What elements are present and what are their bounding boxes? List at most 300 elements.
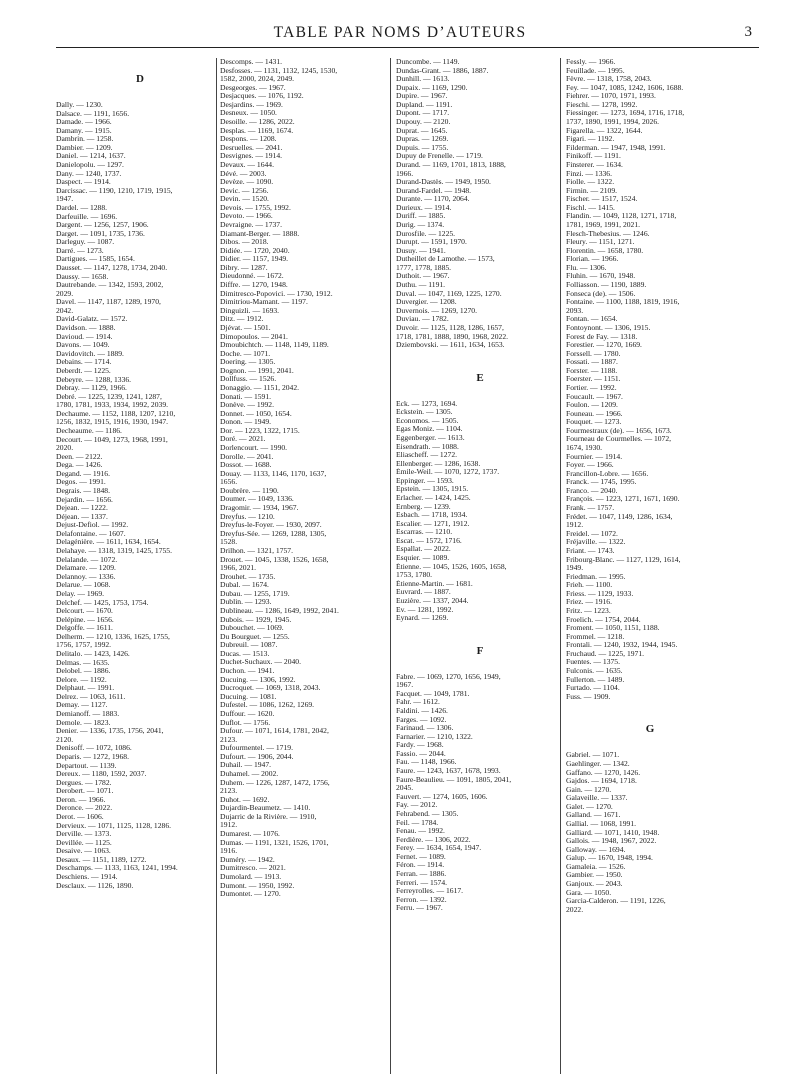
- index-entry: Forster. — 1188.: [566, 366, 618, 375]
- index-entry: Fontoynont. — 1306, 1915.: [566, 323, 651, 332]
- index-entry: Deronce. — 2022.: [56, 804, 113, 813]
- index-entry: Dreyfus-le-Foyer. — 1930, 2097.: [220, 521, 322, 530]
- index-entry: Esbach. — 1718, 1934.: [396, 511, 468, 520]
- index-entry: Dejean. — 1222.: [56, 504, 108, 513]
- index-entry: 1528.: [220, 538, 238, 547]
- index-entry: Gallial. — 1068, 1991.: [566, 819, 637, 828]
- index-entry: Dreyfus. — 1210.: [220, 512, 275, 521]
- index-entry: Dergues. — 1782.: [56, 778, 112, 787]
- index-entry: Fernet. — 1089.: [396, 852, 446, 861]
- index-entry: Gaehlinger. — 1342.: [566, 759, 630, 768]
- index-entry: Desjacques. — 1076, 1192.: [220, 92, 304, 101]
- index-entry: Étienne-Martin. — 1681.: [396, 579, 473, 588]
- index-entry: Fontaine. — 1100, 1188, 1819, 1916,: [566, 298, 680, 307]
- index-entry: Faldini. — 1426.: [396, 707, 448, 715]
- index-entry: Dragomir. — 1934, 1967.: [220, 504, 299, 513]
- index-entry: Epstein. — 1305, 1915.: [396, 485, 469, 494]
- index-entry: Ducuing. — 1306, 1992.: [220, 675, 296, 684]
- index-column-3: [396, 58, 564, 1074]
- index-entry: Freidel. — 1072.: [566, 529, 618, 538]
- index-entry: Dibos. — 2018.: [220, 238, 269, 247]
- index-entry: Gain. — 1270.: [566, 785, 612, 794]
- index-entry: Descomps. — 1431.: [220, 58, 283, 66]
- index-entry: Ducuing. — 1081.: [220, 692, 277, 701]
- index-entry: Debains. — 1714.: [56, 358, 112, 367]
- index-entry: Dor. — 1223, 1322, 1715.: [220, 426, 300, 435]
- index-entry: Fessly. — 1966.: [566, 58, 616, 66]
- index-entry: Danielopolu. — 1297.: [56, 161, 124, 170]
- index-entry: Dubau. — 1255, 1719.: [220, 589, 290, 598]
- index-entry: 1912.: [220, 821, 238, 830]
- index-entry: Dorlencourt. — 1990.: [220, 444, 288, 453]
- index-entry: Delitalo. — 1423, 1426.: [56, 650, 130, 658]
- index-entry: Dubouchet. — 1069.: [220, 624, 284, 633]
- index-entry: Desoille. — 1286, 2022.: [220, 118, 295, 127]
- index-entry: Fullerton. — 1489.: [566, 675, 625, 684]
- index-entry: Duprat. — 1645.: [396, 126, 448, 135]
- index-entry: Gabriel. — 1071.: [566, 751, 620, 760]
- index-entry: Daussy. — 1658.: [56, 272, 109, 281]
- index-entry: Doche. — 1071.: [220, 349, 271, 358]
- index-entry: Euzière. — 1337, 2044.: [396, 596, 469, 605]
- index-entry: Dargent. — 1256, 1257, 1906.: [56, 221, 149, 230]
- index-entry: Doering. — 1305.: [220, 358, 276, 367]
- index-entry: Fardy. — 1968.: [396, 741, 444, 750]
- index-entry: Galloway. — 1694.: [566, 845, 626, 854]
- index-entry: Doré. — 2021.: [220, 435, 266, 444]
- index-entry: 1916.: [220, 847, 238, 856]
- index-entry: Duchet-Suchaux. — 2040.: [220, 658, 301, 667]
- index-entry: Fischer. — 1517, 1524.: [566, 195, 638, 204]
- index-entry: Debray. — 1129, 1966.: [56, 384, 127, 393]
- index-entry: Fourneau de Courmelles. — 1072,: [566, 435, 672, 444]
- index-entry: Dimitresco-Popovici. — 1730, 1912.: [220, 289, 333, 298]
- index-entry: Delcourt. — 1670.: [56, 607, 113, 616]
- index-entry: Eliascheff. — 1272.: [396, 451, 458, 460]
- index-entry: 2020.: [56, 444, 74, 453]
- index-entry: Dujardin-Beaumetz. — 1410.: [220, 804, 311, 813]
- index-entry: Demole. — 1823.: [56, 718, 111, 727]
- index-entry: Dinguizli. — 1693.: [220, 306, 280, 315]
- index-entry: Fiehrer. — 1070, 1971, 1993.: [566, 92, 656, 101]
- index-entry: Damany. — 1915.: [56, 126, 112, 135]
- index-entry: Finzi. — 1336.: [566, 169, 612, 178]
- index-entry: Desvignes. — 1914.: [220, 152, 283, 161]
- index-entry: 2093.: [566, 306, 584, 315]
- index-entry: 2029.: [56, 289, 74, 298]
- index-entry: Devin. — 1520.: [220, 195, 269, 204]
- index-entry: Dubois. — 1929, 1945.: [220, 615, 292, 624]
- index-entry: Egas Moniz. — 1104.: [396, 425, 463, 434]
- index-entry: Ferey. — 1634, 1654, 1947.: [396, 844, 482, 853]
- index-entry: Escat. — 1572, 1716.: [396, 536, 462, 545]
- index-entry: Dumont. — 1950, 1992.: [220, 881, 295, 890]
- index-entry: Ferreri. — 1574.: [396, 878, 448, 887]
- index-entry: Dumitresco. — 2021.: [220, 864, 286, 873]
- index-entry: Delagénière. — 1611, 1634, 1654.: [56, 538, 161, 547]
- section-letter: F: [476, 644, 484, 657]
- index-entry: Dervieux. — 1071, 1125, 1128, 1286.: [56, 821, 172, 830]
- index-entry: Froelich. — 1754, 2044.: [566, 615, 641, 624]
- index-entry: Delépine. — 1656.: [56, 615, 114, 624]
- index-entry: Fèvre. — 1318, 1758, 2043.: [566, 75, 652, 84]
- index-entry: Forestier. — 1270, 1669.: [566, 341, 642, 350]
- index-entry: Francillon-Lobre. — 1656.: [566, 469, 649, 478]
- index-entry: Dmoubichtch. — 1148, 1149, 1189.: [220, 341, 329, 350]
- index-entry: Departout. — 1139.: [56, 761, 117, 770]
- index-entry: Fulconis. — 1635.: [566, 667, 623, 676]
- index-entry: Delphaut. — 1991.: [56, 684, 115, 693]
- index-entry: Fiessinger. — 1273, 1694, 1716, 1718,: [566, 109, 685, 118]
- index-entry: Dusuy. — 1941.: [396, 246, 446, 255]
- index-entry: Dufour. — 1071, 1614, 1781, 2042,: [220, 727, 329, 736]
- index-entry: Frieh. — 1100.: [566, 581, 613, 590]
- index-entry: Figarella. — 1322, 1644.: [566, 126, 643, 135]
- index-entry: Gara. — 1050.: [566, 888, 612, 897]
- index-entry: Delarue. — 1068.: [56, 581, 111, 590]
- index-entry: Ganjoux. — 2043.: [566, 880, 623, 889]
- index-entry: Durig. — 1374.: [396, 220, 445, 229]
- index-entry: Fossati. — 1887.: [566, 358, 618, 367]
- index-entry: Facquet. — 1049, 1781.: [396, 689, 470, 698]
- index-entry: Dimitriou-Mamant. — 1197.: [220, 298, 308, 307]
- index-column-1: [56, 58, 224, 1074]
- index-entry: Dambrin. — 1258.: [56, 135, 114, 144]
- index-entry: 1947.: [56, 195, 74, 204]
- index-entry: Devaux. — 1644.: [220, 160, 274, 169]
- index-entry: Damade. — 1966.: [56, 118, 112, 127]
- index-entry: Feuillade. — 1995.: [566, 66, 625, 75]
- index-entry: Fiolle. — 1322.: [566, 178, 615, 187]
- index-entry: Foulon. — 1209.: [566, 401, 618, 410]
- index-entry: Dega. — 1426.: [56, 461, 103, 470]
- index-entry: Desplas. — 1169, 1674.: [220, 126, 294, 135]
- running-title: TABLE PAR NOMS D’AUTEURS: [273, 24, 527, 41]
- index-entry: 2123.: [220, 787, 238, 796]
- index-entry: Dumontet. — 1270.: [220, 890, 281, 899]
- index-entry: Devic. — 1256.: [220, 186, 269, 195]
- index-entry: Furtado. — 1104.: [566, 684, 620, 693]
- index-entry: Dubreuil. — 1087.: [220, 641, 278, 650]
- index-entry: Fay. — 2012.: [396, 801, 438, 810]
- index-entry: Ferru. — 1967.: [396, 904, 443, 913]
- index-entry: Durand-Fardel. — 1948.: [396, 186, 472, 195]
- index-entry: Dziembovski. — 1611, 1634, 1653.: [396, 341, 505, 350]
- index-entry: Darleguy. — 1087.: [56, 238, 115, 247]
- index-entry: Debré. — 1225, 1239, 1241, 1287,: [56, 392, 162, 401]
- index-entry: Fritz. — 1223.: [566, 607, 611, 615]
- index-entry: Denier. — 1336, 1735, 1756, 2041,: [56, 727, 164, 736]
- index-entry: Dumarest. — 1076.: [220, 830, 280, 839]
- index-entry: Ev. — 1281, 1992.: [396, 605, 454, 614]
- index-entry: Eisendrath. — 1088.: [396, 442, 459, 451]
- index-entry: Ernberg. — 1239.: [396, 502, 451, 511]
- index-entry: Delafontaine. — 1607.: [56, 529, 126, 538]
- index-entry: Desneux. — 1050.: [220, 109, 277, 118]
- index-entry: Delay. — 1969.: [56, 589, 105, 598]
- index-entry: Duhail. — 1947.: [220, 761, 272, 770]
- index-entry: Donève. — 1992.: [220, 401, 274, 410]
- index-entry: 1753, 1780.: [396, 571, 433, 580]
- index-entry: Dupuy de Frenelle. — 1719.: [396, 152, 483, 161]
- index-entry: Dupire. — 1967.: [396, 92, 448, 101]
- index-entry: Decheaume. — 1186.: [56, 426, 122, 435]
- index-entry: Durosfile. — 1225.: [396, 229, 456, 238]
- index-entry: Despons. — 1208.: [220, 135, 277, 144]
- index-entry: Déjean. — 1337.: [56, 512, 108, 521]
- index-entry: Dreyfus-Sée. — 1269, 1288, 1305,: [220, 529, 327, 538]
- index-entry: Duméry. — 1942.: [220, 855, 275, 864]
- index-entry: Émile-Weil. — 1070, 1272, 1737.: [396, 468, 500, 477]
- index-entry: Espallat. — 2022.: [396, 545, 451, 554]
- index-entry: Drilhon. — 1321, 1757.: [220, 546, 293, 555]
- index-entry: Ferreyrolles. — 1617.: [396, 887, 464, 896]
- index-entry: Duhem. — 1226, 1287, 1472, 1756,: [220, 778, 330, 787]
- index-entry: Davidson. — 1888.: [56, 324, 116, 333]
- index-entry: Dartigues. — 1585, 1654.: [56, 255, 135, 264]
- index-entry: Galup. — 1670, 1948, 1994.: [566, 854, 653, 863]
- index-entry: Fleury. — 1151, 1271.: [566, 238, 635, 247]
- index-entry: Derobert. — 1071.: [56, 787, 114, 796]
- index-entry: Froment. — 1050, 1151, 1188.: [566, 624, 660, 633]
- index-entry: 1777, 1778, 1885.: [396, 263, 452, 272]
- index-entry: Figari. — 1192.: [566, 135, 615, 144]
- index-entry: Derville. — 1373.: [56, 830, 112, 839]
- index-entry: Duthu. — 1191.: [396, 281, 446, 290]
- index-entry: 1737, 1890, 1991, 1994, 2026.: [566, 118, 660, 127]
- index-entry: Delgoffe. — 1611.: [56, 624, 113, 633]
- index-entry: Ferdière. — 1306, 2022.: [396, 835, 471, 844]
- index-entry: Dupouy. — 2120.: [396, 118, 451, 127]
- index-entry: Frédet. — 1047, 1149, 1286, 1634,: [566, 512, 673, 521]
- index-entry: Fauvert. — 1274, 1605, 1606.: [396, 792, 488, 801]
- index-entry: Euvrard. — 1887.: [396, 588, 451, 597]
- index-entry: Delobel. — 1886.: [56, 667, 111, 676]
- index-entry: 1912.: [566, 521, 584, 530]
- index-entry: Fribourg-Blanc. — 1127, 1129, 1614,: [566, 555, 681, 564]
- index-entry: Desfosses. — 1131, 1132, 1245, 1530,: [220, 66, 338, 75]
- index-entry: Durante. — 1170, 2064.: [396, 195, 470, 204]
- index-entry: Dunhill. — 1613.: [396, 75, 450, 84]
- index-entry: Doumer. — 1049, 1336.: [220, 495, 294, 504]
- index-entry: Gambier. — 1950.: [566, 871, 623, 880]
- index-entry: Dufestel. — 1086, 1262, 1269.: [220, 701, 315, 710]
- index-entry: Fourmestraux (de). — 1656, 1673.: [566, 426, 672, 435]
- index-entry: Dambier. — 1209.: [56, 143, 113, 152]
- index-entry: Fau. — 1148, 1966.: [396, 758, 457, 767]
- index-entry: Daniel. — 1214, 1637.: [56, 152, 126, 161]
- index-entry: Fabre. — 1069, 1270, 1656, 1949,: [396, 672, 501, 681]
- index-entry: Darfeuille. — 1696.: [56, 212, 118, 221]
- index-entry: Economos. — 1505.: [396, 416, 459, 425]
- index-entry: Dollfuss. — 1526.: [220, 375, 277, 384]
- index-entry: Eck. — 1273, 1694.: [396, 399, 458, 408]
- index-entry: Duhot. — 1692.: [220, 795, 270, 804]
- index-entry: Dejust-Defiol. — 1992.: [56, 521, 129, 530]
- index-entry: 1256, 1832, 1915, 1916, 1930, 1947.: [56, 418, 169, 427]
- index-entry: 2123.: [220, 735, 238, 744]
- index-entry: Ducas. — 1513.: [220, 649, 270, 658]
- index-entry: Escalier. — 1271, 1912.: [396, 519, 470, 528]
- index-entry: Duval. — 1047, 1169, 1225, 1270.: [396, 289, 502, 298]
- index-entry: Denisoff. — 1072, 1086.: [56, 744, 132, 753]
- index-entry: 1674, 1930.: [566, 444, 603, 453]
- index-entry: Flandin. — 1049, 1128, 1271, 1718,: [566, 212, 677, 221]
- index-entry: Franck. — 1745, 1995.: [566, 478, 637, 487]
- index-entry: Ditz. — 1912.: [220, 315, 264, 324]
- index-entry: Forssell. — 1780.: [566, 349, 621, 358]
- index-entry: Degos. — 1991.: [56, 478, 106, 487]
- index-entry: Duvernois. — 1269, 1270.: [396, 306, 477, 315]
- column-divider: [390, 58, 391, 1074]
- index-entry: Dublineau. — 1286, 1649, 1992, 2041.: [220, 607, 339, 615]
- index-entry: 1718, 1781, 1888, 1890, 1968, 2022.: [396, 332, 509, 341]
- index-entry: Davidovitch. — 1889.: [56, 349, 124, 358]
- index-entry: Dibry. — 1287.: [220, 263, 268, 272]
- index-entry: 1582, 2000, 2024, 2049.: [220, 75, 295, 84]
- section-letter: E: [476, 371, 484, 384]
- index-entry: Flu. — 1306.: [566, 263, 607, 272]
- index-entry: Didiée. — 1720, 2040.: [220, 246, 290, 255]
- index-entry: Debeyre. — 1288, 1336.: [56, 375, 132, 384]
- index-entry: Fey. — 1047, 1085, 1242, 1606, 1688.: [566, 83, 684, 92]
- index-entry: Donon. — 1949.: [220, 418, 272, 427]
- index-entry: Dumolard. — 1913.: [220, 872, 282, 881]
- index-entry: Davel. — 1147, 1187, 1289, 1970,: [56, 298, 161, 307]
- index-entry: Esquier. — 1089.: [396, 554, 450, 563]
- index-entry: Galland. — 1671.: [566, 811, 621, 820]
- index-entry: Dubal. — 1674.: [220, 581, 269, 590]
- index-entry: Dieudonné. — 1672.: [220, 272, 284, 281]
- index-entry: 2022.: [566, 905, 584, 914]
- index-entry: Farges. — 1092.: [396, 715, 447, 724]
- index-entry: Ducroquet. — 1069, 1318, 2043.: [220, 684, 321, 693]
- index-entry: Dany. — 1240, 1737.: [56, 169, 122, 178]
- index-entry: Finsterer. — 1634.: [566, 160, 623, 169]
- index-entry: Dutheillet de Lamothe. — 1573,: [396, 255, 495, 264]
- index-entry: Galaveille. — 1337.: [566, 794, 628, 803]
- index-entry: Duthoit. — 1967.: [396, 272, 450, 281]
- index-entry: Drouhet. — 1735.: [220, 572, 276, 581]
- index-entry: Ferron. — 1392.: [396, 895, 447, 904]
- index-entry: Duchon. — 1941.: [220, 667, 275, 676]
- index-entry: Daspect. — 1914.: [56, 178, 111, 187]
- index-entry: Davons. — 1049.: [56, 341, 110, 350]
- index-entry: Dumas. — 1191, 1321, 1526, 1701,: [220, 838, 329, 847]
- index-entry: Diffre. — 1270, 1948.: [220, 281, 288, 290]
- index-entry: Duvergier. — 1208.: [396, 298, 457, 307]
- index-entry: David-Galatz. — 1572.: [56, 315, 128, 324]
- section-letter: G: [645, 723, 655, 736]
- index-entry: Djévat. — 1501.: [220, 323, 271, 332]
- index-entry: Fonseca (de). — 1506.: [566, 289, 636, 298]
- index-entry: Friedman. — 1995.: [566, 572, 626, 581]
- index-entry: Friess. — 1129, 1933.: [566, 589, 634, 598]
- index-entry: Frontali. — 1240, 1932, 1944, 1945.: [566, 641, 678, 650]
- index-entry: Durand-Dastès. — 1949, 1950.: [396, 178, 491, 187]
- index-entry: Foerster. — 1151.: [566, 375, 621, 384]
- column-divider: [216, 58, 217, 1074]
- index-entry: Ellenberger. — 1286, 1638.: [396, 459, 481, 468]
- index-entry: Faure-Beaulieu. — 1091, 1805, 2041,: [396, 775, 512, 784]
- index-entry: Desaive. — 1063.: [56, 847, 111, 856]
- index-entry: Garcia-Calderon. — 1191, 1226,: [566, 897, 666, 906]
- index-entry: Deschiens. — 1914.: [56, 873, 118, 882]
- index-entry: Franco. — 2040.: [566, 486, 618, 495]
- index-entry: Frommel. — 1218.: [566, 632, 625, 641]
- index-entry: Donati. — 1591.: [220, 392, 272, 401]
- index-entry: Durieux. — 1914.: [396, 203, 452, 212]
- index-entry: Fuss. — 1909.: [566, 692, 611, 701]
- index-entry: Fuentes. — 1375.: [566, 658, 620, 667]
- index-entry: Fournier. — 1914.: [566, 452, 623, 461]
- index-entry: Davioud. — 1914.: [56, 332, 113, 341]
- index-entry: Frank. — 1757.: [566, 504, 615, 513]
- index-entry: Darcissac. — 1190, 1210, 1719, 1915,: [56, 186, 173, 195]
- index-entry: Desclaux. — 1126, 1890.: [56, 881, 134, 890]
- index-entry: 1756, 1757, 1992.: [56, 641, 112, 650]
- index-entry: Delrez. — 1063, 1611.: [56, 692, 126, 701]
- index-entry: 1966, 2021.: [220, 564, 257, 573]
- index-entry: Fontan. — 1654.: [566, 315, 618, 324]
- index-entry: Dalsace. — 1191, 1656.: [56, 109, 130, 118]
- index-entry: Durupt. — 1591, 1970.: [396, 238, 467, 247]
- index-entry: 1656.: [220, 478, 238, 487]
- section-letter: D: [136, 73, 144, 85]
- index-entry: Gamaleia. — 1526.: [566, 862, 626, 871]
- index-entry: Gaffano. — 1270, 1426.: [566, 768, 641, 777]
- index-entry: Derot. — 1606.: [56, 812, 104, 821]
- header-rule: [56, 47, 759, 48]
- index-entry: 1949.: [566, 564, 584, 573]
- index-entry: Darré. — 1273.: [56, 246, 104, 255]
- index-entry: Douay. — 1133, 1146, 1170, 1637,: [220, 469, 327, 478]
- index-entry: Devèze. — 1090.: [220, 178, 274, 187]
- index-entry: Dechaume. — 1152, 1188, 1207, 1210,: [56, 409, 176, 418]
- index-entry: Duncombe. — 1149.: [396, 58, 460, 66]
- index-entry: Dévé. — 2003.: [220, 169, 267, 178]
- index-entry: Degrais. — 1848.: [56, 487, 110, 496]
- page-header: [0, 0, 800, 48]
- index-entry: Foyer. — 1966.: [566, 461, 614, 470]
- index-entry: Delherm. — 1210, 1336, 1625, 1755,: [56, 632, 170, 641]
- index-entry: 2120.: [56, 735, 74, 744]
- index-entry: Diamant-Berger. — 1888.: [220, 229, 300, 238]
- index-entry: Dimopoulos. — 2041.: [220, 332, 288, 341]
- index-entry: Gallois. — 1948, 1967, 2022.: [566, 837, 657, 846]
- index-entry: Devoto. — 1966.: [220, 212, 273, 221]
- index-entry: Fruchaud. — 1225, 1971.: [566, 649, 645, 658]
- index-entry: Demay. — 1127.: [56, 701, 108, 710]
- index-entry: Dejardin. — 1656.: [56, 495, 113, 504]
- index-entry: Didier. — 1157, 1949.: [220, 255, 289, 264]
- index-entry: Erlacher. — 1424, 1425.: [396, 494, 471, 503]
- index-entry: Farinaud. — 1306.: [396, 724, 454, 733]
- index-entry: Fortier. — 1992.: [566, 383, 617, 392]
- index-entry: Feil. — 1784.: [396, 818, 439, 827]
- index-entry: Devois. — 1755, 1992.: [220, 203, 291, 212]
- index-column-2: [220, 58, 388, 1074]
- index-entry: Devraigne. — 1737.: [220, 220, 282, 229]
- index-entry: Delahaye. — 1318, 1319, 1425, 1755.: [56, 547, 172, 556]
- index-entry: Donnet. — 1050, 1654.: [220, 409, 292, 418]
- index-entry: 1967.: [396, 681, 414, 690]
- index-entry: Fieschi. — 1278, 1992.: [566, 100, 638, 109]
- index-entry: Dereux. — 1180, 1592, 2037.: [56, 770, 147, 779]
- index-entry: Dujarric de la Rivière. — 1910,: [220, 812, 317, 821]
- index-entry: Finikoff. — 1191.: [566, 152, 621, 161]
- index-entry: 2045.: [396, 784, 414, 793]
